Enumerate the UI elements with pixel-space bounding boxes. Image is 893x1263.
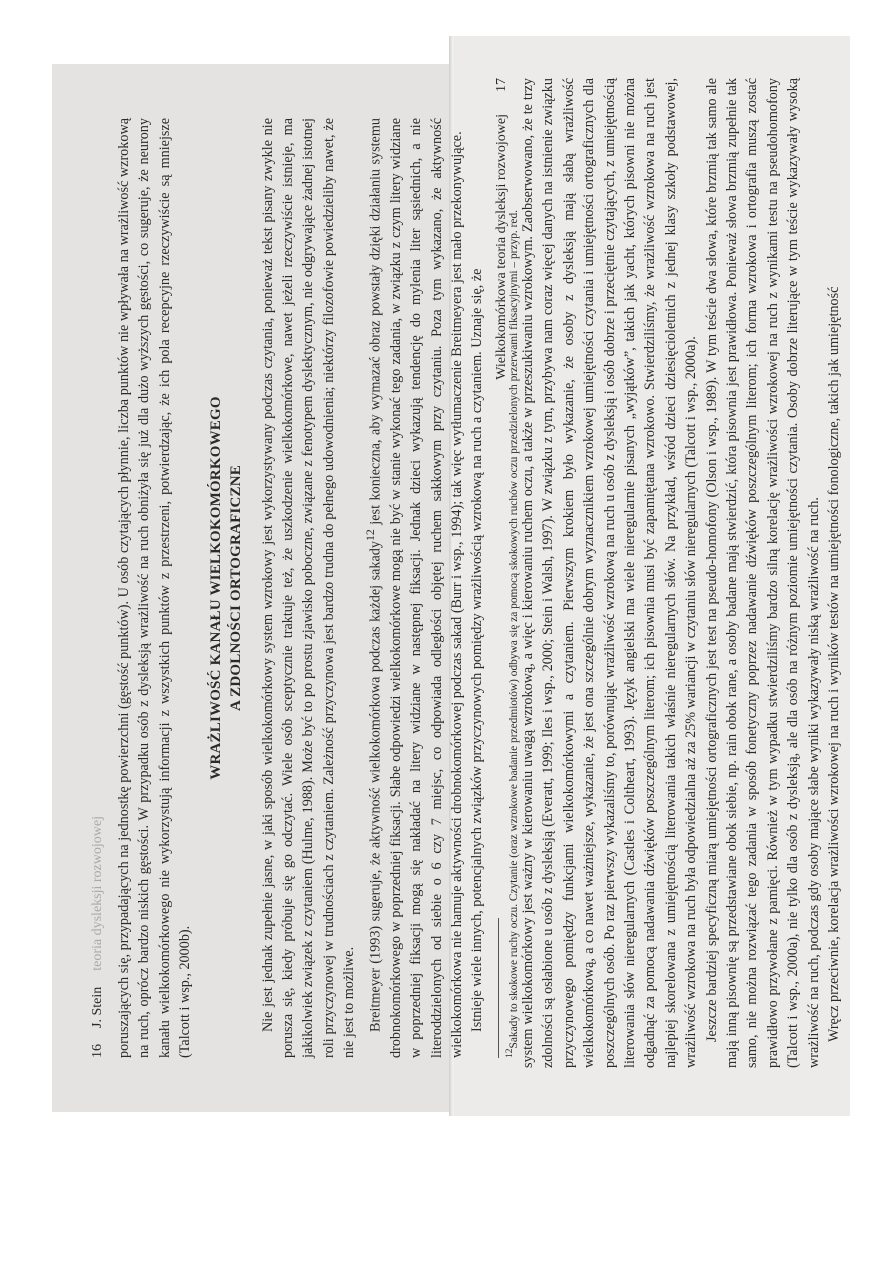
left-paragraph-2a: Breitmeyer (1993) sugeruje, że aktywność wielkokomórkowa podczas każdej sakady: [367, 541, 384, 1032]
section-heading-line2: A ZDOLNOŚCI ORTOGRAFICZNE: [227, 465, 244, 711]
section-heading-line1: WRAŻLIWOŚĆ KANAŁU WIELKOKOMÓRKOWEGO: [207, 396, 224, 780]
right-running-head: [490, 78, 514, 1068]
footnote-number: 12: [504, 1048, 515, 1058]
left-paragraph-1: Nie jest jednak zupełnie jasne, w jaki sposób wielkokomórkowy system wzrokowy jest wykorzystywany podczas czytania, ponieważ tekst pisany zwykle nie porusza się, kiedy próbuje się go odczytać. Wiele osób sceptycznie traktuje też, że uszkodzenie wielkokomórkowe, nawet jeżeli rzeczywiście istnieje, ma jakikolwiek związek z czytaniem (Hulme, 1988). Może być to po prostu zjawisko poboczne, związane z fenotypem dyslektycznym, nie odgrywające żadnej istotnej roli przyczynowej w trudnościach z czytaniem. Zależność przyczynowa jest bardzo trudna do pełnego udowodnienia; niektórzy filozofowie powiedzieliby nawet, że nie jest to możliwe.: [259, 118, 358, 1058]
section-heading: [206, 118, 246, 1058]
footnote-ref: 12: [362, 529, 377, 542]
left-running-head: [86, 118, 110, 1058]
right-paragraph-1: system wielkokomórkowy jest ważny w kierowaniu uwagą wzrokową, a więc i kierowaniu ruchem oczu, a także w przeszukiwaniu wzrokowym. Zaobserwowano, że te trzy zdolności są osłabione u osób z dysleksją (Everatt, 1999; Iles i wsp., 2000; Stein i Walsh, 1997). W związku z tym, przybywa nam coraz więcej danych na istnienie związku przyczynowego pomiędzy funkcjami wielkokomórkowymi a czytaniem. Pierwszym krokiem było wykazanie, że osoby z dysleksją mają słabą wrażliwość wielkokomórkową, a co nawet ważniejsze, wykazanie, że jest ona szczególnie dobrym wyznacznikiem wzrokowej umiejętności czytania i umiejętności ortograficznych dla poszczególnych osób. Po raz pierwszy wykazaliśmy to, porównując wrażliwość wzrokową na ruch u osób z dysleksją i osób dobrze i przeciętnie czytających, z umiejętnością literowania słów nieregularnych (Castles i Coltheart, 1993). Język angielski ma wiele nieregularnie pisanych „wyjątków”, takich jak yacht, których pisowni nie można odgadnąć za pomocą nadawania dźwięków poszczególnym literom; ich pisownia musi być zapamiętana wzrokowo. Stwierdziliśmy, że wrażliwość wzrokowa na ruch jest najlepiej skorelowana z umiejętnością literowania takich właśnie nieregularnych słów. Na przykład, wśród dzieci dziesięcioletnich z jednej klasy szkoły podstawowej, wrażliwość wzrokowa na ruch była odpowiedzialna aż za 25% wariancji w czytaniu słów nieregularnych (Talcott i wsp., 2000a).: [520, 78, 700, 1068]
right-running-title: Wielkokomórkowa teoria dysleksji rozwojowej: [494, 114, 509, 380]
right-paragraph-3: Wręcz przeciwnie, korelacja wrażliwości wzrokowej na ruch i wyników testów na umiejętności fonologiczne, takich jak umiejętność: [826, 286, 843, 1042]
footnote-text: Sakady to skokowe ruchy oczu. Czytanie (oraz wzrokowe badanie przedmiotów) odbywa się za pomocą skokowych ruchów oczu przedzielonych przerwami fiksacyjnymi – przyp. red.: [507, 209, 520, 1049]
right-page-number: 17: [494, 78, 509, 92]
left-paragraph-2b: jest konieczna, aby wymazać obraz powstały dzięki działaniu systemu drobnokomórkowego w poprzedniej fiksacji. Słabe odpowiedzi wielkokomórkowe mogą nie być w stanie wykonać tego zadania, w związku z czym litery widziane w poprzedniej fiksacji mogą się nakładać na litery widziane w następnej fiksacji. Jednak dzieci wykazują tendencję do mylenia liter sąsiednich, a nie literoddzielonych od siebie o 6 czy 7 miejsc, co odpowiada odległości objętej ruchem sakkowym przy czytaniu. Poza tym wykazano, że aktywność wielkokomórkowa nie hamuje aktywności drobnokomórkowej podczas sakad (Burr i wsp., 1994); tak więc wytłumaczenie Breitmeyera jest mało przekonywujące.: [367, 118, 466, 1058]
right-page-text: [490, 78, 843, 1068]
left-faded-head: teoria dysleksji rozwojowej: [90, 816, 105, 971]
left-paragraph-2: [360, 118, 468, 1058]
right-paragraph-2: Jeszcze bardziej specyficzną miarą umiejętności ortograficznych jest test na pseudo-homofony (Olson i wsp., 1989). W tym teście dwa słowa, które brzmią tak samo ale mają inną pisownię są przedstawiane obok siebie, np. rain obok rane, a osoby badane mają stwierdzić, która pisownia jest prawidłowa. Ponieważ słowa brzmią zupełnie tak samo, nie można rozwiązać tego zadania w sposób fonetyczny poprzez nadawanie dźwięków poszczególnym literom; ich forma wzrokowa i ortografia muszą zostać prawidłowo przywołane z pamięci. Również w tym wypadku stwierdziliśmy bardzo silną korelację wrażliwości wzrokowej na ruch z wynikami testu na pseudohomofony (Talcott i wsp., 2000a), nie tylko dla osób z dysleksją, ale dla osób na różnym poziomie umiejętności czytania. Osoby dobrze literujące w tym teście wykazywały wysoką wrażliwość na ruch, podczas gdy osoby mające słabe wyniki wykazywały niską wrażliwość na ruch.: [703, 78, 822, 1068]
left-page-number: 16: [90, 1044, 105, 1058]
left-running-author: J. Stein: [90, 986, 105, 1028]
left-paragraph-3: Istnieje wiele innych, potencjalnych związków przyczynowych pomiędzy wrażliwością wzrokową na ruch a czytaniem. Uznaje się, że: [469, 268, 486, 1032]
left-continuation: poruszających się, przypadających na jednostkę powierzchni (gęstość punktów). U osób czytających płynnie, liczba punktów nie wpływała na wrażliwość wzrokową na ruch, oprócz bardzo niskich gęstości. W przypadku osób z dysleksją wrażliwość na ruch obniżyła się już dla dużo wyższych gęstości, co sugeruje, że neurony kanału wielkokomórkowego nie wykorzystują informacji z wszystkich punktów z przestrzeni, potwierdzając, że ich pola recepcyjne rzeczywiście są mniejsze (Talcott i wsp., 2000b).: [116, 118, 194, 1058]
